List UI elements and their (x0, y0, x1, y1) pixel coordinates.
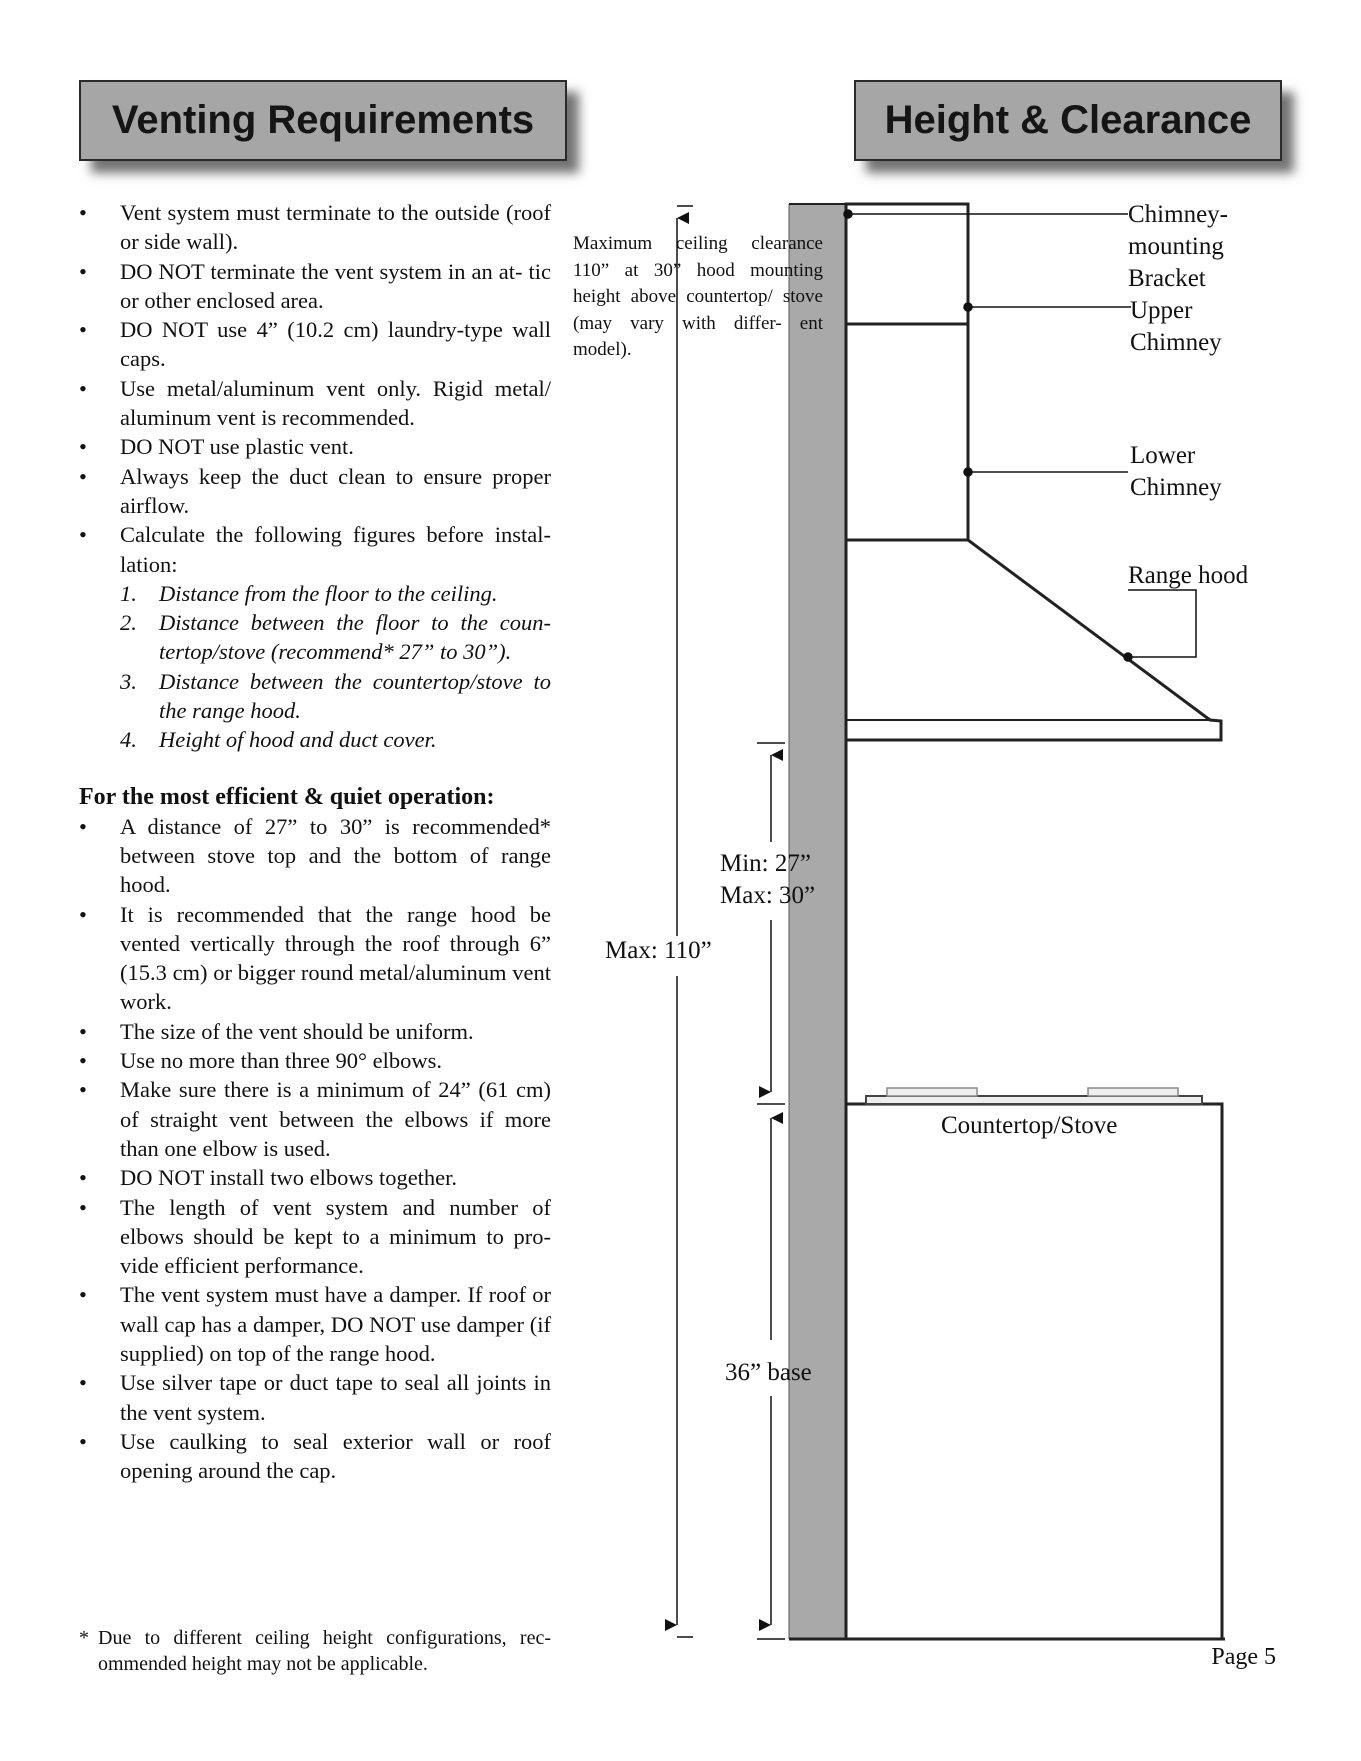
label-countertop: Countertop/Stove (941, 1112, 1118, 1139)
label-upper-chimney: Chimney (1130, 329, 1222, 356)
list-item: • Always keep the duct clean to ensure proper airflow. (79, 462, 551, 521)
footnote-asterisk: * (79, 1627, 89, 1649)
list-item: • DO NOT use plastic vent. (79, 432, 551, 461)
label-base: 36” base (725, 1359, 812, 1386)
list-item: • DO NOT terminate the vent system in an at- tic or other enclosed area. (79, 257, 551, 316)
label-upper-chimney: Upper (1130, 297, 1193, 324)
list-item: • A distance of 27” to 30” is recommended* between stove top and the bottom of range hood. (79, 812, 551, 900)
section-title: Height & Clearance (884, 98, 1252, 142)
label-lower-chimney: Lower (1130, 442, 1196, 469)
item-number: 4. (120, 727, 137, 753)
list-item: • Make sure there is a minimum of 24” (61 cm) of straight vent between the elbows if more than one elbow is used. (79, 1075, 551, 1163)
page-number: Page 5 (1211, 1644, 1276, 1670)
label-max: Max: 30” (720, 882, 816, 909)
item-text: Distance between the floor to the coun- tertop/stove (recommend* 27” to 30”). (159, 610, 551, 665)
label-lower-chimney: Chimney (1130, 474, 1222, 501)
wall (789, 204, 846, 1639)
list-item: • Use metal/aluminum vent only. Rigid metal/ aluminum vent is recommended. (79, 374, 551, 433)
label-bracket: Chimney- (1128, 201, 1228, 228)
section-title: Venting Requirements (111, 98, 535, 142)
list-item: • It is recommended that the range hood be vented vertically through the roof through 6” (15.3 cm) or bigger round metal/aluminum vent work. (79, 900, 551, 1017)
item-number: 1. (120, 580, 137, 606)
dimension-min-max (757, 743, 785, 1104)
list-item: • Vent system must terminate to the outside (roof or side wall). (79, 198, 551, 257)
list-item: • Use no more than three 90° elbows. (79, 1046, 551, 1075)
item-number: 3. (120, 668, 137, 694)
lower-chimney (846, 324, 968, 540)
list-item: • DO NOT use 4” (10.2 cm) laundry-type wall caps. (79, 315, 551, 374)
upper-chimney (846, 204, 968, 324)
dimension-max-110 (677, 206, 693, 1637)
item-number: 2. (120, 610, 137, 636)
label-bracket: mounting (1128, 233, 1224, 260)
label-bracket: Bracket (1128, 265, 1206, 292)
list-item: • The length of vent system and number of elbows should be kept to a minimum to pro- vide efficient performance. (79, 1193, 551, 1281)
list-item: • The vent system must have a damper. If roof or wall cap has a damper, DO NOT use damper (if supplied) on top of the range hood. (79, 1280, 551, 1368)
item-text: Height of hood and duct cover. (159, 727, 437, 753)
list-item: • Use caulking to seal exterior wall or roof opening around the cap. (79, 1427, 551, 1486)
item-text: Distance between the countertop/stove to the range hood. (159, 668, 551, 724)
countertop-stove (846, 1088, 1222, 1639)
label-range-hood: Range hood (1128, 562, 1249, 589)
footnote-text: Due to different ceiling height configurations, rec- ommended height may not be applicable. (98, 1627, 551, 1675)
efficient-heading: For the most efficient & quiet operation: (79, 783, 495, 810)
max-clearance-note: Maximum ceiling clearance 110” at 30” hood mounting height above countertop/ stove (may vary with differ- ent model). (573, 233, 823, 360)
label-min: Min: 27” (720, 850, 811, 877)
list-item: • The size of the vent should be uniform. (79, 1017, 551, 1046)
list-item: • Calculate the following figures before instal- lation: (79, 520, 551, 579)
item-text: Distance from the floor to the ceiling. (159, 580, 498, 606)
list-item: • DO NOT install two elbows together. (79, 1163, 551, 1192)
list-item: • Use silver tape or duct tape to seal all joints in the vent system. (79, 1368, 551, 1427)
label-max-110: Max: 110” (605, 937, 712, 964)
